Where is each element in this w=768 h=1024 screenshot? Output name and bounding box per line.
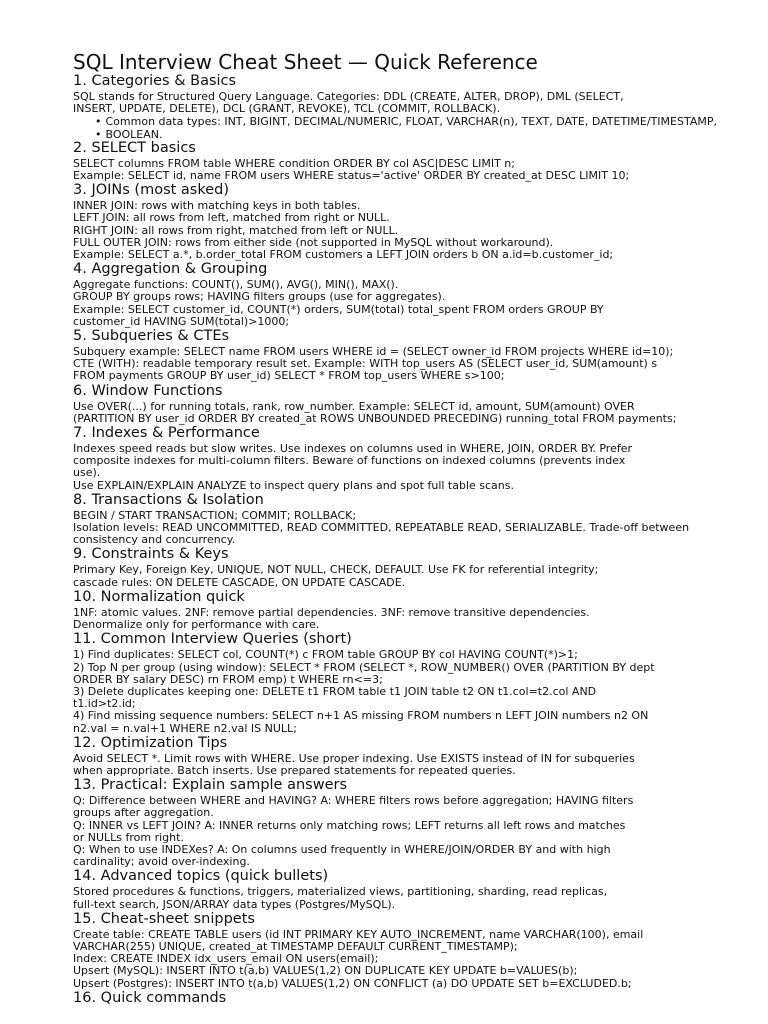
body-line: FROM payments GROUP BY user_id) SELECT * FROM top_users WHERE s>100; xyxy=(73,369,505,383)
section-heading: 16. Quick commands xyxy=(73,989,227,1006)
bullet-icon: • xyxy=(95,127,102,141)
body-line: ORDER BY salary DESC) rn FROM emp) t WHERE rn<=3; xyxy=(73,672,383,686)
section-heading: 8. Transactions & Isolation xyxy=(73,491,264,508)
section-heading: 10. Normalization quick xyxy=(73,588,245,605)
body-line: SQL stands for Structured Query Language. Categories: DDL (CREATE, ALTER, DROP), DML (SELECT, xyxy=(73,90,624,103)
body-line: Isolation levels: READ UNCOMMITTED, READ COMMITTED, REPEATABLE READ, SERIALIZABLE. Trade-off between xyxy=(73,521,690,535)
body-line: 1NF: atomic values. 2NF: remove partial dependencies. 3NF: remove transitive dependencies. xyxy=(73,605,590,619)
body-line: CTE (WITH): readable temporary result set. Example: WITH top_users AS (SELECT user_id, SUM(amount) s xyxy=(73,357,658,371)
body-line: Upsert (Postgres): INSERT INTO t(a,b) VALUES(1,2) ON CONFLICT (a) DO UPDATE SET b=EXCLUDED.b; xyxy=(73,976,632,990)
section-body xyxy=(73,399,763,426)
body-line: Use EXPLAIN/EXPLAIN ANALYZE to inspect query plans and spot full table scans. xyxy=(73,478,514,492)
section-heading: 6. Window Functions xyxy=(73,382,223,399)
section-heading: 9. Constraints & Keys xyxy=(73,546,229,563)
body-line: BEGIN / START TRANSACTION; COMMIT; ROLLBACK; xyxy=(73,508,357,522)
body-line: Upsert (MySQL): INSERT INTO t(a,b) VALUES(1,2) ON DUPLICATE KEY UPDATE b=VALUES(b); xyxy=(73,964,578,978)
body-line: customer_id HAVING SUM(total)>1000; xyxy=(73,314,290,328)
body-line: n2.val = n.val+1 WHERE n2.val IS NULL; xyxy=(73,721,297,735)
body-line: cardinality; avoid over-indexing. xyxy=(73,855,250,869)
body-line: 4) Find missing sequence numbers: SELECT n+1 AS missing FROM numbers n LEFT JOIN numbers n2 ON xyxy=(73,709,649,723)
body-line: t1.id>t2.id; xyxy=(73,697,136,711)
body-line: SELECT columns FROM table WHERE condition ORDER BY col ASC|DESC LIMIT n; xyxy=(73,156,515,170)
section-body xyxy=(73,605,763,632)
body-line: VARCHAR(255) UNIQUE, created_at TIMESTAMP DEFAULT CURRENT_TIMESTAMP); xyxy=(73,939,518,953)
body-line: composite indexes for multi-column filters. Beware of functions on indexed columns (prevents index xyxy=(73,454,626,468)
body-line: Aggregate functions: COUNT(), SUM(), AVG(), MIN(), MAX(). xyxy=(73,278,399,292)
body-line: Example: SELECT customer_id, COUNT(*) orders, SUM(total) total_spent FROM orders GROUP BY xyxy=(73,302,604,316)
section-heading: 4. Aggregation & Grouping xyxy=(73,261,268,278)
section-heading: 15. Cheat-sheet snippets xyxy=(73,910,255,927)
bullet-item xyxy=(95,116,763,128)
section-heading: 1. Categories & Basics xyxy=(73,73,237,89)
body-line: groups after aggregation. xyxy=(73,806,214,820)
section-body xyxy=(73,156,763,183)
body-line: Example: SELECT id, name FROM users WHERE status='active' ORDER BY created_at DESC LIMIT 10; xyxy=(73,169,630,183)
body-line: Example: SELECT a.*, b.order_total FROM customers a LEFT JOIN orders b ON a.id=b.customer_id; xyxy=(73,248,614,262)
body-line: Index: CREATE INDEX idx_users_email ON users(email); xyxy=(73,952,379,966)
body-line: Stored procedures & functions, triggers, materialized views, partitioning, sharding, read replicas, xyxy=(73,885,608,899)
section-heading: 2. SELECT basics xyxy=(73,139,196,156)
document-title: SQL Interview Cheat Sheet — Quick Reference xyxy=(73,50,538,74)
section-body xyxy=(73,562,763,589)
body-line: use). xyxy=(73,466,101,480)
section-body xyxy=(73,884,763,911)
body-line: GROUP BY groups rows; HAVING filters groups (use for aggregates). xyxy=(73,290,446,304)
section-heading: 14. Advanced topics (quick bullets) xyxy=(73,868,329,885)
section-body xyxy=(73,441,763,493)
body-line: Indexes speed reads but slow writes. Use indexes on columns used in WHERE, JOIN, ORDER BY. Prefer xyxy=(73,442,633,456)
body-line: consistency and concurrency. xyxy=(73,533,236,547)
body-line: Q: When to use INDEXes? A: On columns used frequently in WHERE/JOIN/ORDER BY and with high xyxy=(73,842,611,856)
bullet-text: BOOLEAN. xyxy=(105,127,163,141)
section-body xyxy=(73,277,763,329)
body-line: Q: Difference between WHERE and HAVING? A: WHERE filters rows before aggregation; HAVING filters xyxy=(73,794,634,808)
section-body xyxy=(73,647,763,735)
body-line: (PARTITION BY user_id ORDER BY created_at ROWS UNBOUNDED PRECEDING) running_total FROM payments; xyxy=(73,411,677,425)
body-line: Denormalize only for performance with care. xyxy=(73,618,320,632)
body-line: 3) Delete duplicates keeping one: DELETE t1 FROM table t1 JOIN table t2 ON t1.col=t2.col AND xyxy=(73,684,597,698)
section-heading: 13. Practical: Explain sample answers xyxy=(73,777,348,794)
sections-container xyxy=(73,74,763,1006)
section-body xyxy=(73,89,763,116)
section-heading: 12. Optimization Tips xyxy=(73,734,228,751)
section-body xyxy=(73,198,763,262)
section-heading: 7. Indexes & Performance xyxy=(73,425,260,442)
body-line: full-text search, JSON/ARRAY data types (Postgres/MySQL). xyxy=(73,897,396,911)
body-line: INSERT, UPDATE, DELETE), DCL (GRANT, REVOKE), TCL (COMMIT, ROLLBACK). xyxy=(73,102,501,116)
section-heading: 5. Subqueries & CTEs xyxy=(73,328,230,345)
bullet-list xyxy=(73,116,763,140)
section-body xyxy=(73,751,763,778)
body-line: Q: INNER vs LEFT JOIN? A: INNER returns only matching rows; LEFT returns all left rows and matches xyxy=(73,818,626,832)
body-line: when appropriate. Batch inserts. Use prepared statements for repeated queries. xyxy=(73,763,516,777)
body-line: Create table: CREATE TABLE users (id INT PRIMARY KEY AUTO_INCREMENT, name VARCHAR(100), email xyxy=(73,927,644,941)
section-body xyxy=(73,344,763,384)
section-heading: 11. Common Interview Queries (short) xyxy=(73,631,352,648)
bullet-icon: • xyxy=(95,115,102,129)
section-body xyxy=(73,793,763,869)
section-body xyxy=(73,508,763,548)
body-line: Avoid SELECT *. Limit rows with WHERE. Use proper indexing. Use EXISTS instead of IN for subqueries xyxy=(73,751,635,765)
body-line: INNER JOIN: rows with matching keys in both tables. xyxy=(73,199,361,213)
section-body xyxy=(73,927,763,991)
body-line: cascade rules: ON DELETE CASCADE, ON UPDATE CASCADE. xyxy=(73,575,406,589)
bullet-text: Common data types: INT, BIGINT, DECIMAL/NUMERIC, FLOAT, VARCHAR(n), TEXT, DATE, DATETIME/TIMESTAMP, xyxy=(105,115,717,129)
section-heading: 3. JOINs (most asked) xyxy=(73,182,230,199)
document-page xyxy=(73,50,763,1006)
body-line: RIGHT JOIN: all rows from right, matched from left or NULL. xyxy=(73,223,399,237)
body-line: 2) Top N per group (using window): SELECT * FROM (SELECT *, ROW_NUMBER() OVER (PARTITION BY dept xyxy=(73,660,655,674)
body-line: 1) Find duplicates: SELECT col, COUNT(*) c FROM table GROUP BY col HAVING COUNT(*)>1; xyxy=(73,648,578,662)
body-line: Subquery example: SELECT name FROM users WHERE id = (SELECT owner_id FROM projects WHERE id=10); xyxy=(73,345,674,359)
body-line: FULL OUTER JOIN: rows from either side (not supported in MySQL without workaround). xyxy=(73,235,554,249)
body-line: LEFT JOIN: all rows from left, matched from right or NULL. xyxy=(73,211,390,225)
body-line: or NULLs from right. xyxy=(73,830,184,844)
body-line: Primary Key, Foreign Key, UNIQUE, NOT NULL, CHECK, DEFAULT. Use FK for referential integrity; xyxy=(73,563,599,577)
bullet-item xyxy=(95,129,763,141)
body-line: Use OVER(...) for running totals, rank, row_number. Example: SELECT id, amount, SUM(amount) OVER xyxy=(73,399,635,413)
